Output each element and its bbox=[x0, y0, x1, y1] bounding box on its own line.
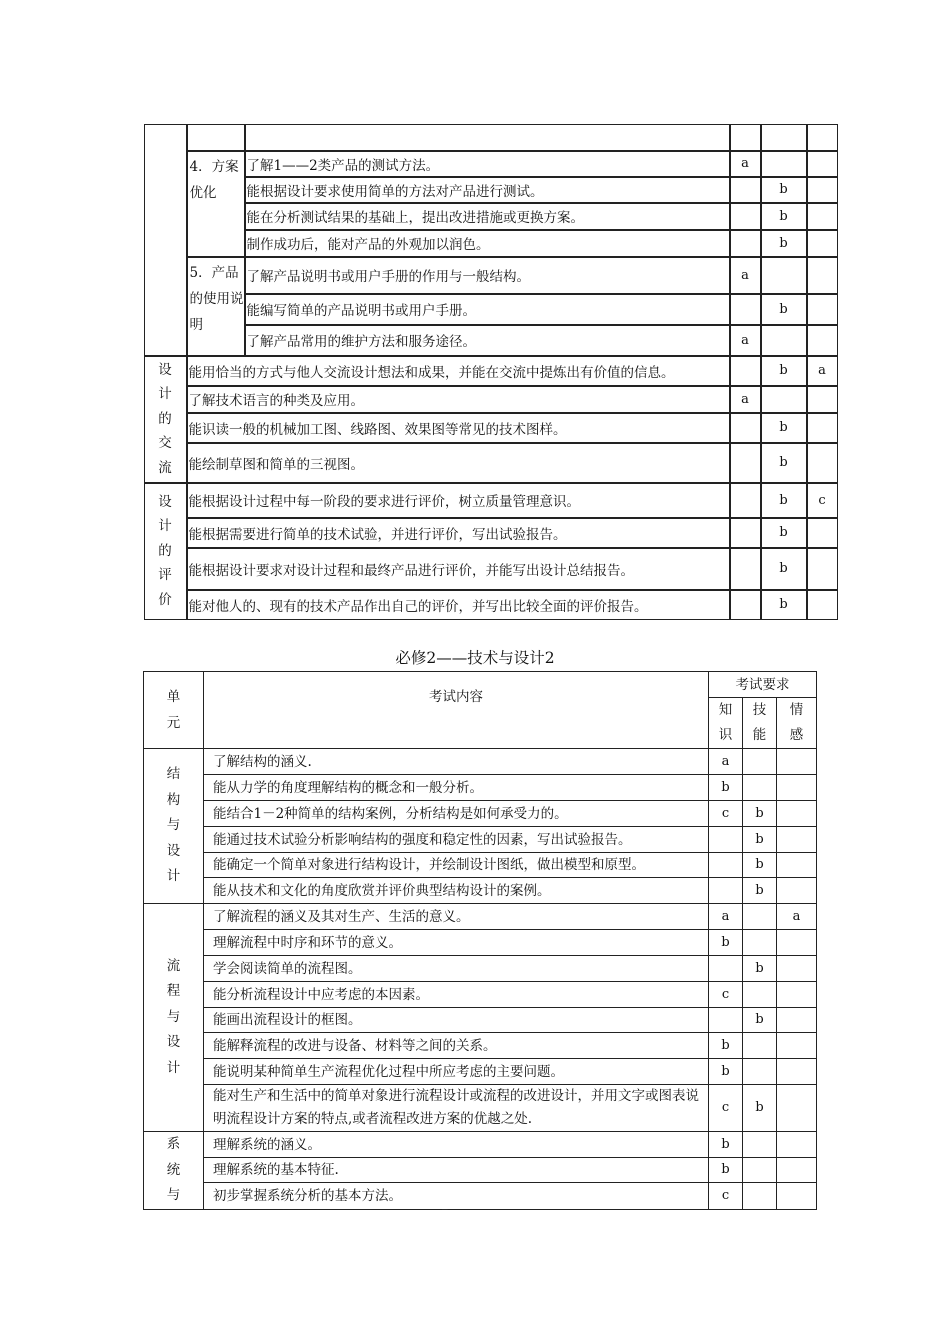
knowledge-level bbox=[709, 956, 743, 982]
subunit-product-manual: 5．产品的使用说明 bbox=[187, 257, 245, 356]
skill-level bbox=[761, 386, 807, 413]
knowledge-level: b bbox=[709, 930, 743, 956]
knowledge-level: b bbox=[709, 775, 743, 801]
requirement-text: 能分析流程设计中应考虑的本因素。 bbox=[204, 982, 709, 1008]
skill-level: b bbox=[743, 801, 777, 827]
table2-body bbox=[144, 749, 817, 1210]
requirement-text: 能绘制草图和简单的三视图。 bbox=[187, 443, 730, 483]
requirement-text: 能确定一个简单对象进行结构设计，并绘制设计图纸，做出模型和原型。 bbox=[204, 853, 709, 878]
knowledge-level: b bbox=[709, 1033, 743, 1059]
emotion-level bbox=[777, 1008, 817, 1033]
empty-cell bbox=[761, 124, 807, 151]
header-knowledge bbox=[709, 698, 743, 749]
table-row bbox=[144, 1132, 817, 1158]
emotion-level bbox=[807, 203, 838, 230]
requirement-text: 能对他人的、现有的技术产品作出自己的评价，并写出比较全面的评价报告。 bbox=[187, 590, 730, 620]
skill-level: b bbox=[743, 1008, 777, 1033]
skill-level: b bbox=[761, 294, 807, 325]
requirement-text: 能识读一般的机械加工图、线路图、效果图等常见的技术图样。 bbox=[187, 413, 730, 443]
knowledge-level: a bbox=[730, 325, 761, 356]
requirement-text: 理解系统的涵义。 bbox=[204, 1132, 709, 1158]
emotion-level bbox=[777, 1033, 817, 1059]
knowledge-level bbox=[709, 853, 743, 878]
skill-level: b bbox=[761, 413, 807, 443]
emotion-level bbox=[807, 386, 838, 413]
requirement-text: 能在分析测试结果的基础上，提出改进措施或更换方案。 bbox=[245, 203, 730, 230]
knowledge-level: c bbox=[709, 1183, 743, 1210]
empty-cell bbox=[730, 124, 761, 151]
knowledge-level: c bbox=[709, 982, 743, 1008]
header-skill bbox=[743, 698, 777, 749]
skill-level: b bbox=[761, 356, 807, 386]
requirement-text: 能说明某种简单生产流程优化过程中所应考虑的主要问题。 bbox=[204, 1059, 709, 1085]
requirement-text: 能画出流程设计的框图。 bbox=[204, 1008, 709, 1033]
skill-level: b bbox=[743, 956, 777, 982]
knowledge-level bbox=[709, 1008, 743, 1033]
requirement-text: 制作成功后，能对产品的外观加以润色。 bbox=[245, 230, 730, 257]
requirement-text: 能用恰当的方式与他人交流设计想法和成果，并能在交流中提炼出有价值的信息。 bbox=[187, 356, 730, 386]
emotion-level bbox=[777, 853, 817, 878]
requirement-text: 能根据设计过程中每一阶段的要求进行评价，树立质量管理意识。 bbox=[187, 483, 730, 518]
skill-level bbox=[761, 325, 807, 356]
table-row bbox=[144, 1033, 817, 1059]
knowledge-level: b bbox=[709, 1158, 743, 1183]
knowledge-level: a bbox=[709, 749, 743, 775]
knowledge-level: a bbox=[730, 257, 761, 294]
skill-level bbox=[743, 1183, 777, 1210]
emotion-level bbox=[777, 1059, 817, 1085]
knowledge-level bbox=[709, 827, 743, 853]
knowledge-level bbox=[730, 548, 761, 590]
emotion-level: c bbox=[807, 483, 838, 518]
table-title: 必修2——技术与设计2 bbox=[395, 649, 555, 667]
knowledge-level bbox=[730, 230, 761, 257]
skill-level bbox=[761, 257, 807, 294]
requirement-text: 能根据设计要求对设计过程和最终产品进行评价，并能写出设计总结报告。 bbox=[187, 548, 730, 590]
emotion-level bbox=[777, 878, 817, 904]
knowledge-level: b bbox=[709, 1059, 743, 1085]
table-row bbox=[144, 878, 817, 904]
emotion-level bbox=[807, 294, 838, 325]
skill-level bbox=[743, 749, 777, 775]
emotion-level bbox=[807, 151, 838, 177]
skill-level: b bbox=[743, 878, 777, 904]
knowledge-level bbox=[730, 590, 761, 620]
table-row bbox=[144, 1183, 817, 1210]
emotion-level bbox=[777, 930, 817, 956]
requirement-text: 能通过技术试验分析影响结构的强度和稳定性的因素，写出试验报告。 bbox=[204, 827, 709, 853]
requirement-text: 了解产品常用的维护方法和服务途径。 bbox=[245, 325, 730, 356]
skill-level bbox=[743, 930, 777, 956]
knowledge-level bbox=[730, 413, 761, 443]
knowledge-level bbox=[709, 878, 743, 904]
knowledge-level: c bbox=[709, 1085, 743, 1132]
knowledge-level bbox=[730, 483, 761, 518]
table-row bbox=[144, 827, 817, 853]
knowledge-level: a bbox=[709, 904, 743, 930]
knowledge-level bbox=[730, 518, 761, 548]
emotion-level bbox=[777, 775, 817, 801]
emotion-level bbox=[777, 956, 817, 982]
table-row bbox=[144, 1158, 817, 1183]
emotion-level bbox=[807, 325, 838, 356]
skill-level bbox=[743, 982, 777, 1008]
skill-level: b bbox=[761, 203, 807, 230]
skill-level bbox=[743, 1033, 777, 1059]
unit-label: 系统与 bbox=[166, 1136, 181, 1203]
knowledge-level: a bbox=[730, 151, 761, 177]
unit-cell bbox=[144, 1132, 204, 1210]
requirement-text: 理解流程中时序和环节的意义。 bbox=[204, 930, 709, 956]
requirement-text: 能从技术和文化的角度欣赏并评价典型结构设计的案例。 bbox=[204, 878, 709, 904]
knowledge-level: b bbox=[709, 1132, 743, 1158]
emotion-level bbox=[807, 257, 838, 294]
subunit-optimization: 4．方案优化 bbox=[187, 151, 245, 257]
unit-cell-design-process bbox=[144, 124, 187, 356]
knowledge-level: a bbox=[730, 386, 761, 413]
emotion-level bbox=[807, 590, 838, 620]
unit-label: 结构与设计 bbox=[166, 766, 181, 885]
requirement-text: 了解流程的涵义及其对生产、生活的意义。 bbox=[204, 904, 709, 930]
skill-level bbox=[743, 904, 777, 930]
emotion-level bbox=[777, 1085, 817, 1132]
header-unit-text: 单元 bbox=[166, 689, 181, 731]
unit-evaluation: 设计的评价 bbox=[144, 483, 187, 620]
header-requirement: 考试要求 bbox=[709, 672, 817, 698]
stray-mark: _ bbox=[442, 1197, 448, 1210]
table-row bbox=[144, 1059, 817, 1085]
skill-level: b bbox=[761, 443, 807, 483]
emotion-level bbox=[807, 413, 838, 443]
header-content: 考试内容 bbox=[204, 672, 709, 749]
requirement-text: 了解结构的涵义. bbox=[204, 749, 709, 775]
unit-cell bbox=[144, 904, 204, 1132]
table-row bbox=[144, 775, 817, 801]
requirement-text: 了解1——2类产品的测试方法。 bbox=[245, 151, 730, 177]
requirement-text: 能根据需要进行简单的技术试验，并进行评价，写出试验报告。 bbox=[187, 518, 730, 548]
requirement-text: 理解系统的基本特征. bbox=[204, 1158, 709, 1183]
requirement-text: 能解释流程的改进与设备、材料等之间的关系。 bbox=[204, 1033, 709, 1059]
emotion-level bbox=[777, 1158, 817, 1183]
knowledge-level bbox=[730, 203, 761, 230]
emotion-level bbox=[807, 518, 838, 548]
emotion-level bbox=[807, 230, 838, 257]
requirement-text: 能根据设计要求使用简单的方法对产品进行测试。 bbox=[245, 177, 730, 203]
knowledge-level bbox=[730, 356, 761, 386]
requirement-text: 能结合1－2种简单的结构案例，分析结构是如何承受力的。 bbox=[204, 801, 709, 827]
skill-level: b bbox=[761, 548, 807, 590]
skill-level: b bbox=[761, 518, 807, 548]
unit-cell bbox=[144, 749, 204, 904]
emotion-level bbox=[777, 749, 817, 775]
emotion-level bbox=[777, 801, 817, 827]
skill-level: b bbox=[761, 590, 807, 620]
emotion-level bbox=[807, 177, 838, 203]
table-row bbox=[144, 904, 817, 930]
requirement-text: 学会阅读简单的流程图。 bbox=[204, 956, 709, 982]
table-row bbox=[144, 930, 817, 956]
table-row bbox=[144, 956, 817, 982]
emotion-level bbox=[777, 1183, 817, 1210]
requirement-text: 初步掌握系统分析的基本方法。 bbox=[204, 1183, 709, 1210]
emotion-level bbox=[777, 1132, 817, 1158]
empty-cell bbox=[807, 124, 838, 151]
skill-level: b bbox=[761, 230, 807, 257]
requirement-text: 能对生产和生活中的简单对象进行流程设计或流程的改进设计，并用文字或图表说明流程设计方案的特点,或者流程改进方案的优越之处. bbox=[204, 1085, 709, 1132]
header-emotion-text: 情感 bbox=[789, 702, 804, 743]
knowledge-level bbox=[730, 294, 761, 325]
header-knowledge-text: 知识 bbox=[718, 702, 733, 743]
table-row bbox=[144, 801, 817, 827]
knowledge-level bbox=[730, 443, 761, 483]
header-skill-text: 技能 bbox=[752, 702, 767, 743]
table-row bbox=[144, 982, 817, 1008]
emotion-level bbox=[807, 443, 838, 483]
skill-level bbox=[761, 151, 807, 177]
table-row bbox=[144, 1085, 817, 1132]
table-row bbox=[144, 853, 817, 878]
knowledge-level: c bbox=[709, 801, 743, 827]
emotion-level bbox=[807, 548, 838, 590]
skill-level bbox=[743, 1059, 777, 1085]
skill-level: b bbox=[743, 827, 777, 853]
unit-communication: 设计的交流 bbox=[144, 356, 187, 483]
skill-level bbox=[743, 1132, 777, 1158]
skill-level: b bbox=[743, 853, 777, 878]
skill-level bbox=[743, 1158, 777, 1183]
emotion-level: a bbox=[777, 904, 817, 930]
knowledge-level bbox=[730, 177, 761, 203]
skill-level bbox=[743, 775, 777, 801]
compulsory-2-requirements-table bbox=[143, 671, 817, 1210]
requirement-text: 了解产品说明书或用户手册的作用与一般结构。 bbox=[245, 257, 730, 294]
requirement-text: 了解技术语言的种类及应用。 bbox=[187, 386, 730, 413]
skill-level: b bbox=[761, 177, 807, 203]
emotion-level bbox=[777, 982, 817, 1008]
requirement-text: 能编写简单的产品说明书或用户手册。 bbox=[245, 294, 730, 325]
empty-cell bbox=[187, 124, 245, 151]
skill-level: b bbox=[761, 483, 807, 518]
unit-label: 流程与设计 bbox=[166, 957, 181, 1076]
header-unit bbox=[144, 672, 204, 749]
requirement-text: 能从力学的角度理解结构的概念和一般分析。 bbox=[204, 775, 709, 801]
table-row bbox=[144, 1008, 817, 1033]
skill-level: b bbox=[743, 1085, 777, 1132]
empty-cell bbox=[245, 124, 730, 151]
emotion-level: a bbox=[807, 356, 838, 386]
header-emotion bbox=[777, 698, 817, 749]
emotion-level bbox=[777, 827, 817, 853]
table-row bbox=[144, 749, 817, 775]
